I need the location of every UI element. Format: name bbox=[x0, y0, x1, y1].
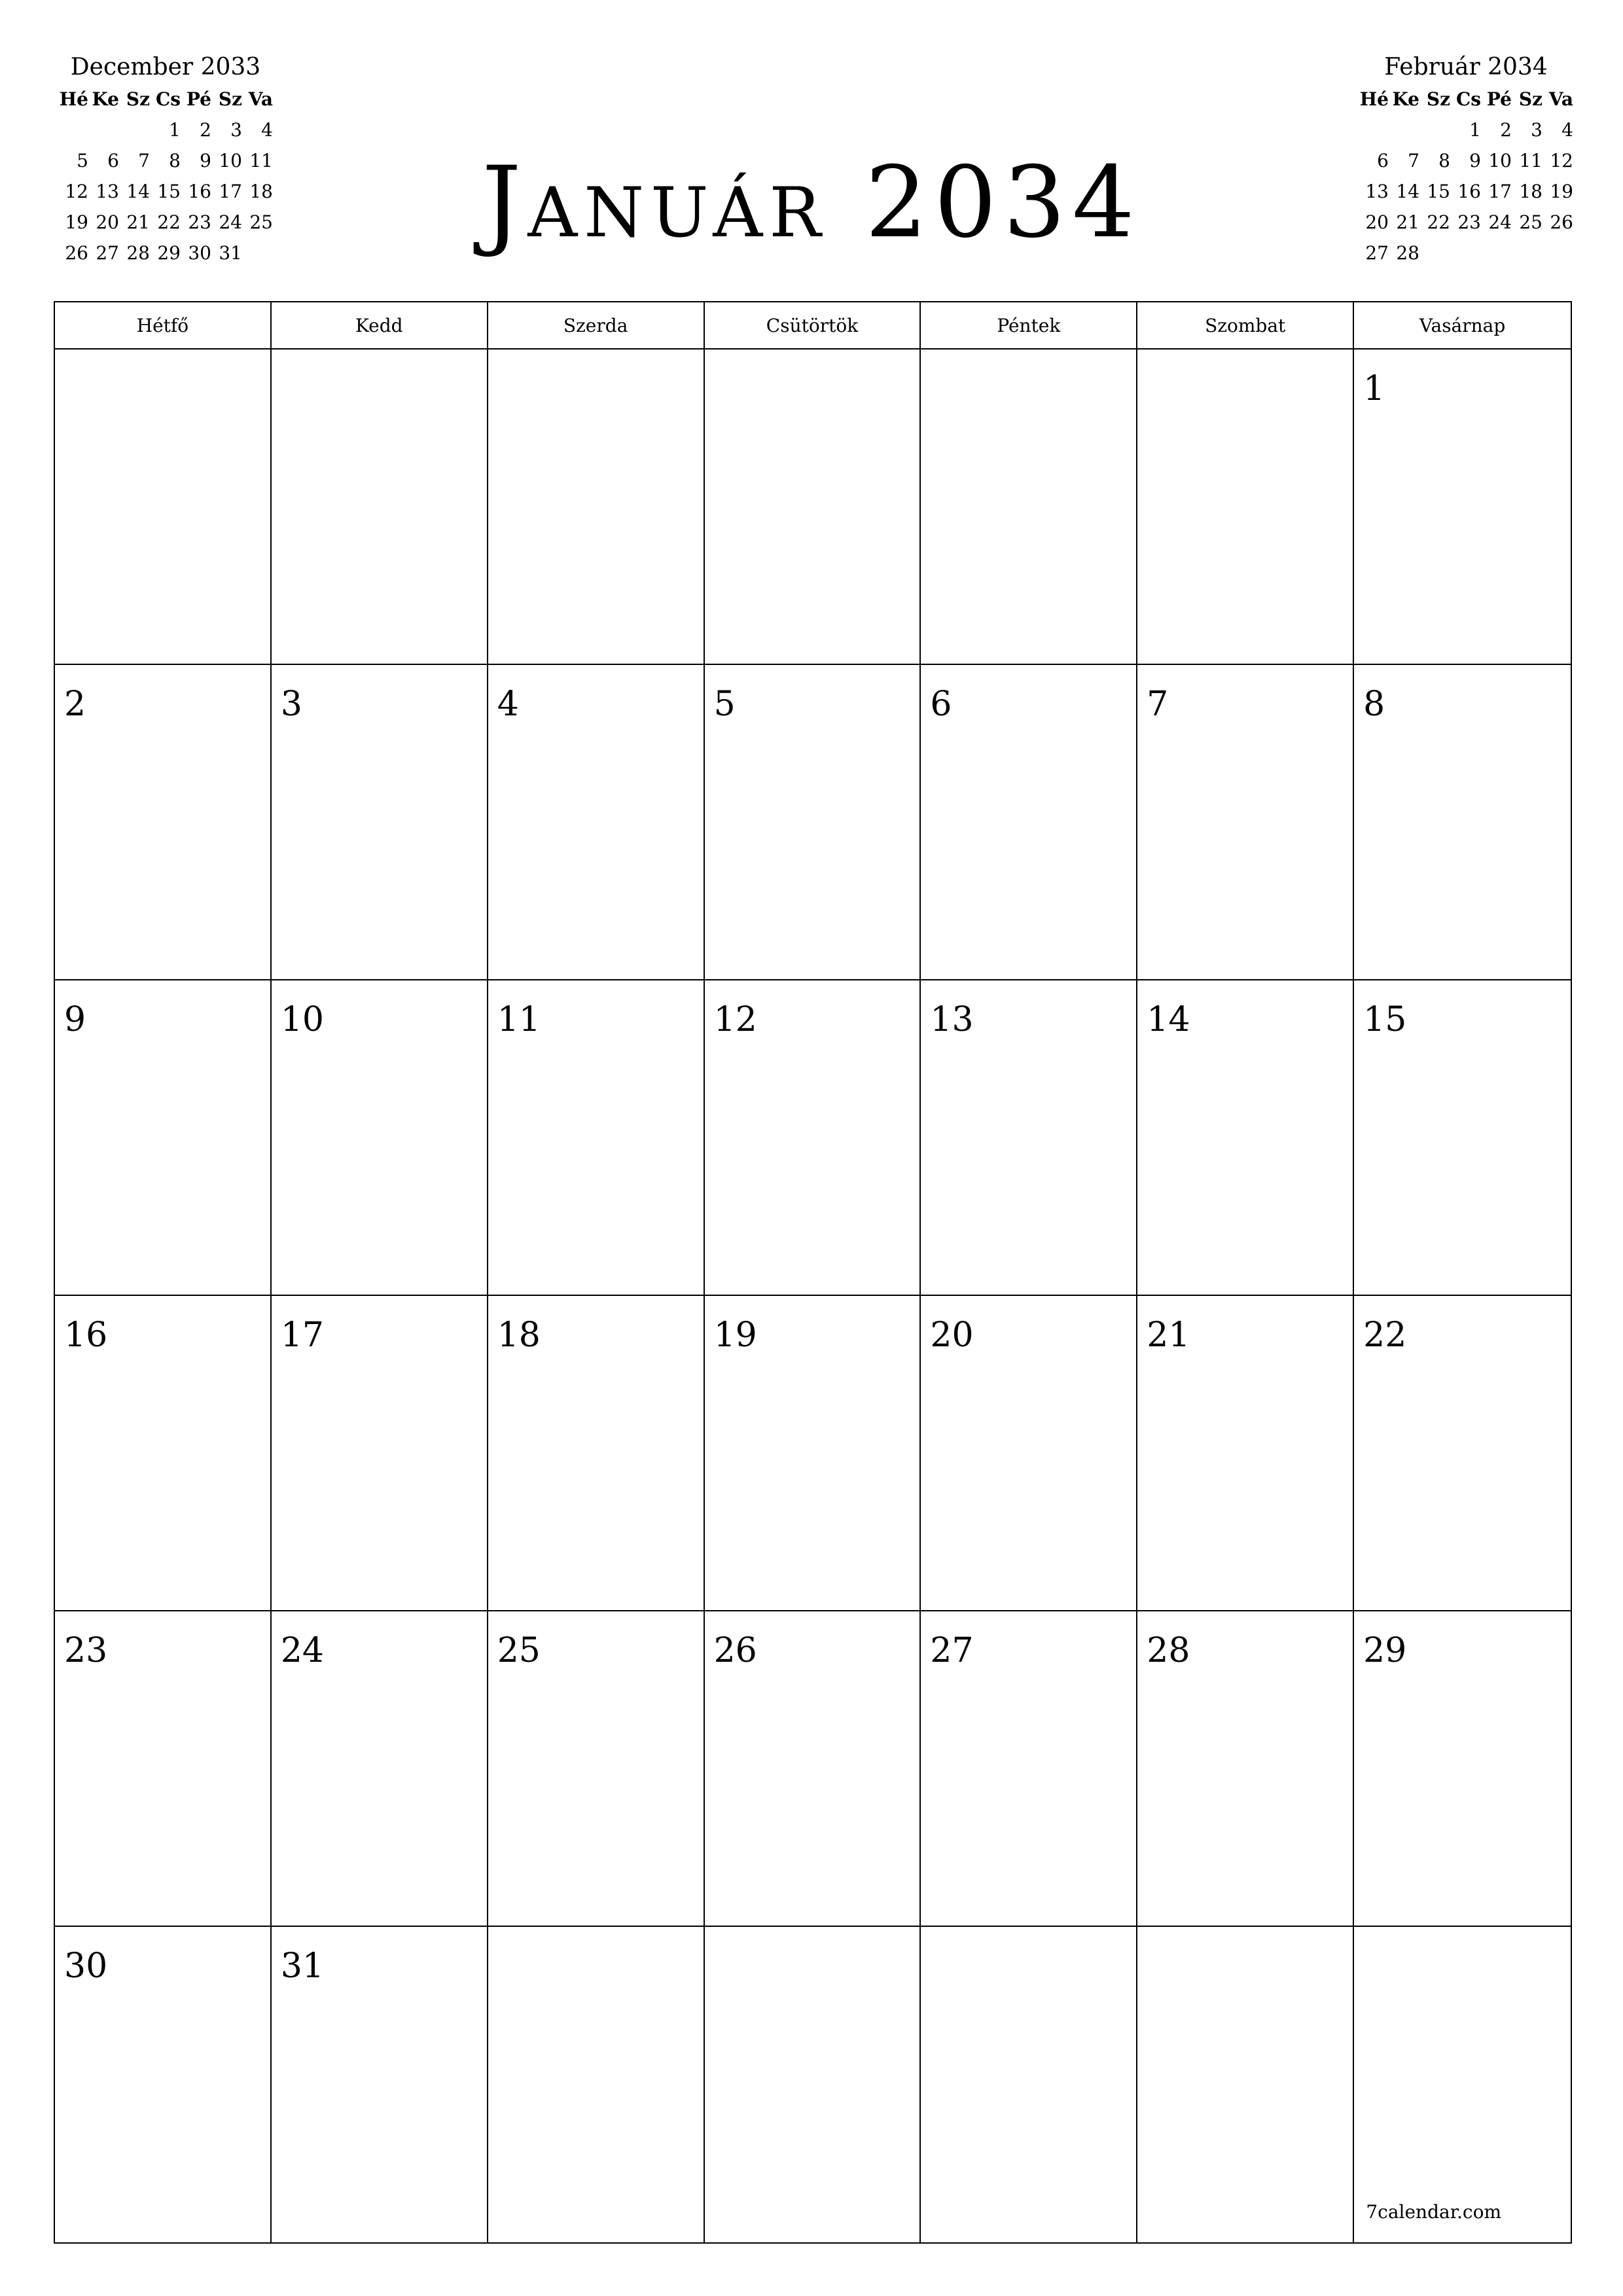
day-number: 6 bbox=[930, 685, 952, 724]
day-cell[interactable] bbox=[272, 1927, 488, 2242]
mini-day: 16 bbox=[188, 181, 211, 202]
weekday-header: Szombat bbox=[1137, 302, 1354, 348]
mini-weekday-label: Va bbox=[248, 88, 273, 110]
mini-day: 7 bbox=[1408, 150, 1419, 171]
day-cell[interactable] bbox=[705, 980, 921, 1296]
day-number: 30 bbox=[64, 1946, 108, 1986]
day-cell[interactable] bbox=[272, 350, 488, 665]
mini-day: 14 bbox=[1396, 181, 1419, 202]
day-cell[interactable] bbox=[705, 1296, 921, 1611]
mini-day: 14 bbox=[126, 181, 150, 202]
mini-day: 13 bbox=[1365, 181, 1389, 202]
weekday-header: Szerda bbox=[488, 302, 705, 348]
mini-weekday-label: Va bbox=[1548, 88, 1573, 110]
day-number: 27 bbox=[930, 1631, 974, 1670]
day-cell[interactable] bbox=[1137, 665, 1354, 980]
mini-day: 10 bbox=[219, 150, 242, 171]
mini-day: 21 bbox=[126, 211, 150, 233]
mini-day: 26 bbox=[1550, 211, 1573, 233]
mini-day: 2 bbox=[1500, 119, 1512, 141]
day-number: 18 bbox=[497, 1316, 541, 1355]
day-number: 19 bbox=[713, 1316, 757, 1355]
day-cell[interactable] bbox=[921, 665, 1137, 980]
day-cell[interactable] bbox=[1354, 350, 1571, 665]
day-cell[interactable] bbox=[488, 1611, 705, 1927]
day-number: 5 bbox=[713, 685, 736, 724]
day-cell[interactable] bbox=[55, 1296, 272, 1611]
day-cell[interactable] bbox=[1354, 980, 1571, 1296]
weekday-header: Kedd bbox=[272, 302, 488, 348]
day-cell[interactable] bbox=[921, 980, 1137, 1296]
mini-day: 30 bbox=[188, 242, 211, 264]
mini-weekday-label: Sz bbox=[1426, 88, 1450, 110]
mini-day: 24 bbox=[1488, 211, 1512, 233]
day-cell[interactable] bbox=[921, 1296, 1137, 1611]
mini-day: 1 bbox=[1469, 119, 1481, 141]
day-cell[interactable] bbox=[921, 350, 1137, 665]
day-cell[interactable] bbox=[1137, 1927, 1354, 2242]
day-number: 16 bbox=[64, 1316, 108, 1355]
day-cell[interactable] bbox=[1354, 1611, 1571, 1927]
day-cell[interactable] bbox=[1137, 1296, 1354, 1611]
mini-day: 25 bbox=[1519, 211, 1543, 233]
mini-day: 4 bbox=[1561, 119, 1573, 141]
day-cell[interactable] bbox=[921, 1611, 1137, 1927]
day-cell[interactable] bbox=[1137, 980, 1354, 1296]
mini-weekday-label: Cs bbox=[155, 88, 181, 110]
day-cell[interactable] bbox=[55, 1927, 272, 2242]
day-cell[interactable] bbox=[705, 665, 921, 980]
mini-weekday-label: Pé bbox=[1486, 88, 1512, 110]
day-number: 28 bbox=[1147, 1631, 1190, 1670]
day-cell[interactable] bbox=[1354, 1927, 1571, 2242]
mini-day: 6 bbox=[1377, 150, 1389, 171]
credit-text: 7calendar.com bbox=[1366, 2201, 1501, 2223]
mini-day: 17 bbox=[1488, 181, 1512, 202]
month-grid bbox=[54, 301, 1572, 2244]
mini-day: 19 bbox=[1550, 181, 1573, 202]
mini-day: 2 bbox=[200, 119, 211, 141]
mini-weekday-label: Sz bbox=[1518, 88, 1543, 110]
mini-day: 18 bbox=[249, 181, 273, 202]
mini-weekday-label: Hé bbox=[59, 88, 88, 110]
day-number: 23 bbox=[64, 1631, 108, 1670]
day-number: 9 bbox=[64, 1000, 86, 1039]
day-cell[interactable] bbox=[1354, 1296, 1571, 1611]
day-cell[interactable] bbox=[488, 350, 705, 665]
day-number: 29 bbox=[1363, 1631, 1407, 1670]
mini-day bbox=[1481, 238, 1512, 268]
mini-day: 12 bbox=[1550, 150, 1573, 171]
day-cell[interactable] bbox=[55, 980, 272, 1296]
mini-day: 7 bbox=[138, 150, 150, 171]
mini-day: 9 bbox=[1469, 150, 1481, 171]
mini-day: 17 bbox=[219, 181, 242, 202]
day-cell[interactable] bbox=[488, 1296, 705, 1611]
page-title: Január 2034 bbox=[482, 146, 1141, 260]
day-number: 11 bbox=[497, 1000, 541, 1039]
mini-day: 25 bbox=[249, 211, 273, 233]
day-number: 4 bbox=[497, 685, 519, 724]
mini-day: 12 bbox=[65, 181, 88, 202]
day-number: 17 bbox=[280, 1316, 325, 1355]
mini-day: 29 bbox=[157, 242, 181, 264]
day-cell[interactable] bbox=[1137, 350, 1354, 665]
weekday-header: Péntek bbox=[921, 302, 1137, 348]
mini-day: 26 bbox=[65, 242, 88, 264]
mini-day bbox=[1419, 115, 1450, 145]
mini-day: 6 bbox=[107, 150, 119, 171]
weekday-header: Csütörtök bbox=[705, 302, 921, 348]
mini-day: 28 bbox=[1396, 242, 1419, 264]
mini-day bbox=[1512, 238, 1543, 268]
mini-day: 31 bbox=[219, 242, 242, 264]
day-number: 26 bbox=[713, 1631, 757, 1670]
day-cell[interactable] bbox=[488, 665, 705, 980]
day-number: 13 bbox=[930, 1000, 974, 1039]
day-number: 24 bbox=[280, 1631, 325, 1670]
mini-day: 8 bbox=[1438, 150, 1450, 171]
mini-day: 20 bbox=[1365, 211, 1389, 233]
mini-day: 27 bbox=[96, 242, 119, 264]
mini-weekday-label: Sz bbox=[126, 88, 150, 110]
mini-day: 23 bbox=[1457, 211, 1481, 233]
mini-day: 10 bbox=[1488, 150, 1512, 171]
day-cell[interactable] bbox=[705, 1927, 921, 2242]
mini-day bbox=[1389, 115, 1419, 145]
mini-weekday-label: Sz bbox=[218, 88, 242, 110]
day-cell[interactable] bbox=[272, 665, 488, 980]
mini-day: 9 bbox=[200, 150, 211, 171]
day-cell[interactable] bbox=[55, 350, 272, 665]
day-number: 20 bbox=[930, 1316, 974, 1355]
day-number: 22 bbox=[1363, 1316, 1407, 1355]
day-cell[interactable] bbox=[55, 1611, 272, 1927]
mini-day: 22 bbox=[157, 211, 181, 233]
mini-day: 5 bbox=[77, 150, 88, 171]
mini-day: 16 bbox=[1457, 181, 1481, 202]
day-cell[interactable] bbox=[488, 1927, 705, 2242]
mini-day: 18 bbox=[1519, 181, 1543, 202]
mini-weekday-label: Hé bbox=[1359, 88, 1389, 110]
day-cell[interactable] bbox=[921, 1927, 1137, 2242]
mini-day bbox=[1450, 238, 1481, 268]
mini-weekday-label: Ke bbox=[92, 88, 119, 110]
mini-day: 3 bbox=[1531, 119, 1543, 141]
weeks-grid bbox=[55, 350, 1571, 2242]
mini-day: 4 bbox=[261, 119, 273, 141]
day-number: 3 bbox=[280, 685, 302, 724]
mini-day: 13 bbox=[96, 181, 119, 202]
day-number: 21 bbox=[1147, 1316, 1190, 1355]
day-number: 8 bbox=[1363, 685, 1385, 724]
day-number: 31 bbox=[280, 1946, 325, 1986]
day-number: 12 bbox=[713, 1000, 757, 1039]
mini-calendar-next-grid bbox=[1358, 84, 1574, 268]
mini-day: 20 bbox=[96, 211, 119, 233]
mini-day: 8 bbox=[169, 150, 181, 171]
mini-weekday-label: Cs bbox=[1455, 88, 1481, 110]
mini-day: 28 bbox=[126, 242, 150, 264]
mini-calendar-prev-title: December 2033 bbox=[70, 54, 261, 81]
day-cell[interactable] bbox=[488, 980, 705, 1296]
mini-day: 22 bbox=[1427, 211, 1450, 233]
mini-calendar-next-title: Február 2034 bbox=[1384, 54, 1548, 81]
mini-day: 11 bbox=[1519, 150, 1543, 171]
day-number: 25 bbox=[497, 1631, 541, 1670]
mini-day: 21 bbox=[1396, 211, 1419, 233]
weekday-header: Vasárnap bbox=[1419, 314, 1506, 336]
mini-weekday-label: Pé bbox=[186, 88, 211, 110]
mini-day: 23 bbox=[188, 211, 211, 233]
mini-weekday-label: Ke bbox=[1392, 88, 1419, 110]
day-cell[interactable] bbox=[272, 1611, 488, 1927]
day-number: 15 bbox=[1363, 1000, 1407, 1039]
mini-day bbox=[1419, 238, 1450, 268]
mini-day: 15 bbox=[157, 181, 181, 202]
day-cell[interactable] bbox=[55, 665, 272, 980]
mini-calendar-next bbox=[1358, 51, 1574, 268]
day-number: 10 bbox=[280, 1000, 325, 1039]
day-cell[interactable] bbox=[705, 1611, 921, 1927]
mini-day: 19 bbox=[65, 211, 88, 233]
day-cell[interactable] bbox=[1354, 665, 1571, 980]
mini-day: 15 bbox=[1427, 181, 1450, 202]
weekday-header: Hétfő bbox=[55, 302, 272, 348]
day-cell[interactable] bbox=[705, 350, 921, 665]
mini-day bbox=[1543, 238, 1573, 268]
day-number: 7 bbox=[1147, 685, 1169, 724]
day-number: 2 bbox=[64, 685, 86, 724]
mini-day: 3 bbox=[230, 119, 242, 141]
mini-day: 27 bbox=[1365, 242, 1389, 264]
day-cell[interactable] bbox=[272, 1296, 488, 1611]
day-number: 1 bbox=[1363, 369, 1385, 408]
mini-day bbox=[1358, 115, 1389, 145]
day-cell[interactable] bbox=[272, 980, 488, 1296]
weekday-header-row bbox=[55, 302, 1571, 350]
day-number: 14 bbox=[1147, 1000, 1190, 1039]
day-cell[interactable] bbox=[1137, 1611, 1354, 1927]
mini-day: 24 bbox=[219, 211, 242, 233]
mini-day: 1 bbox=[169, 119, 181, 141]
mini-day: 11 bbox=[249, 150, 273, 171]
